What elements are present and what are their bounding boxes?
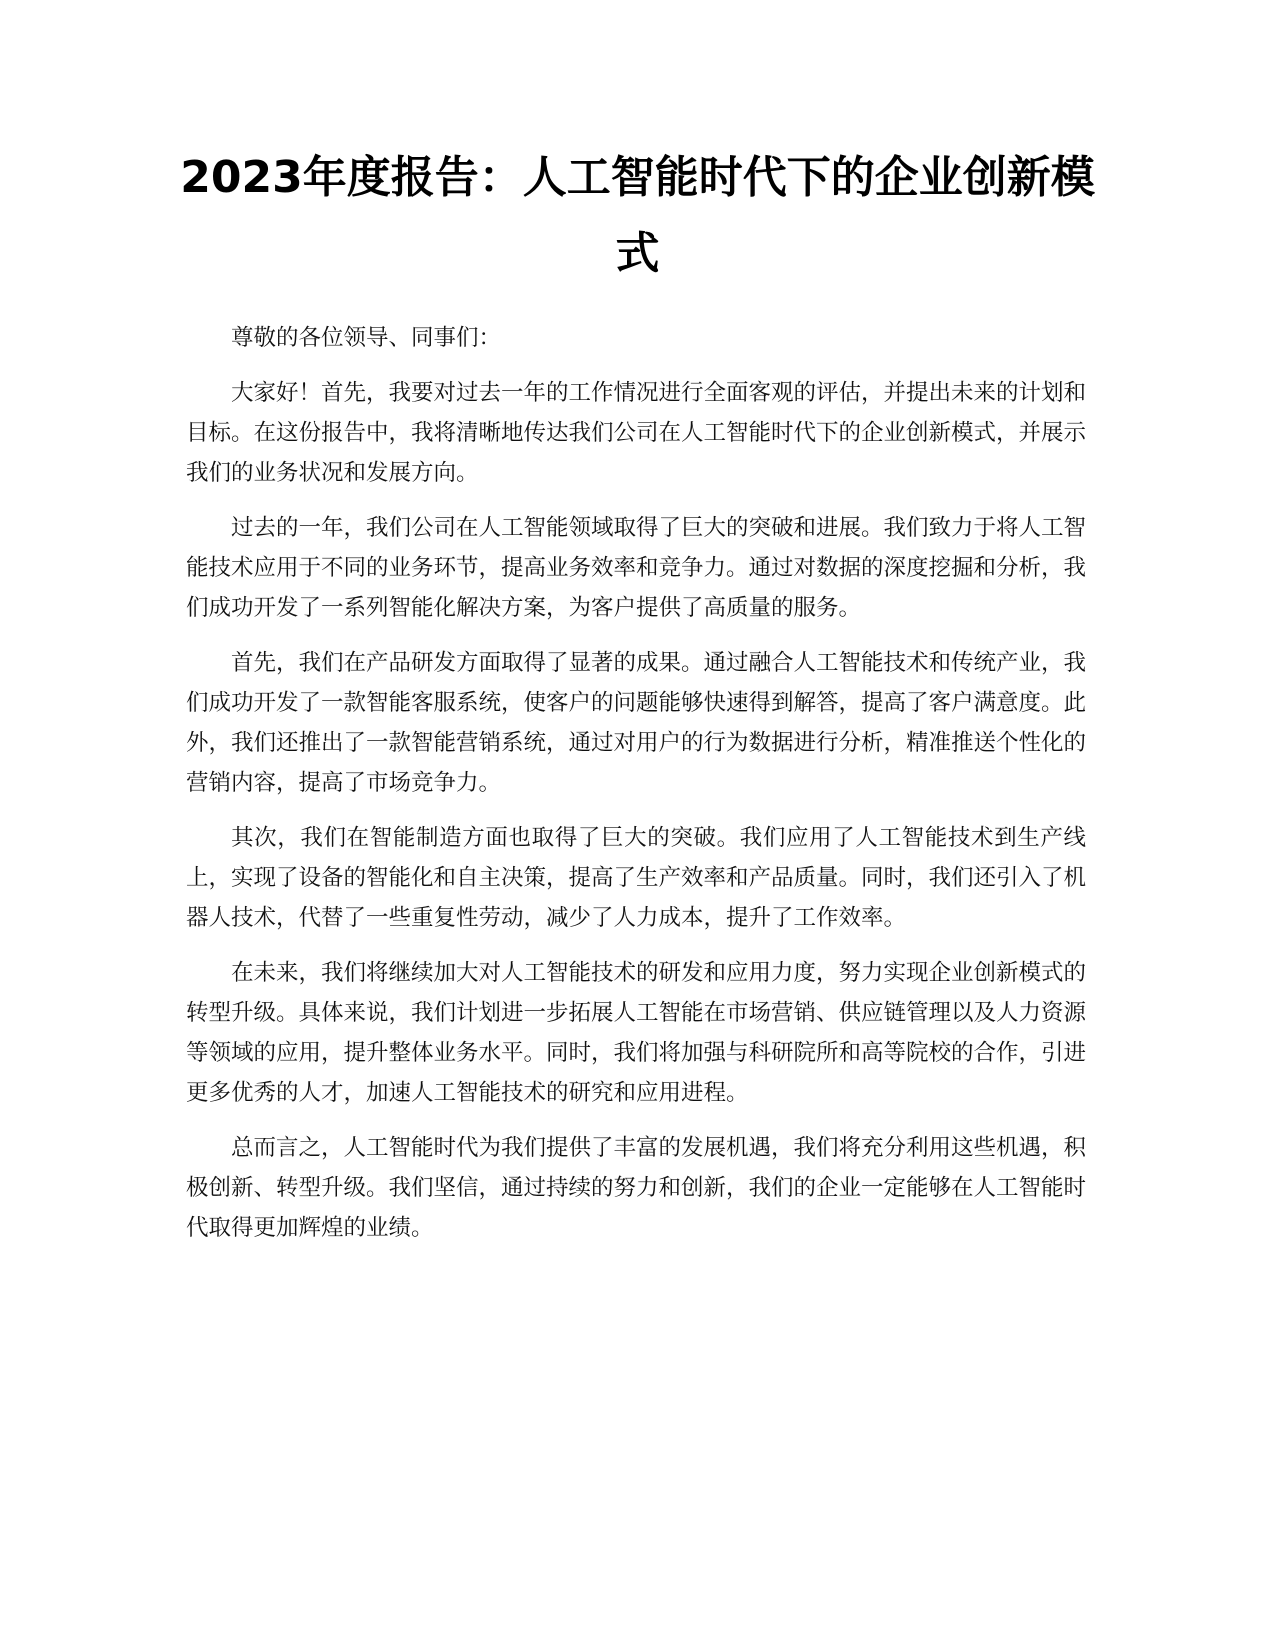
paragraph-product-rd: 首先，我们在产品研发方面取得了显著的成果。通过融合人工智能技术和传统产业，我们成功开发了一款智能客服系统，使客户的问题能够快速得到解答，提高了客户满意度。此外，我们还推出了一款智能营销系统，通过对用户的行为数据进行分析，精准推送个性化的营销内容，提高了市场竞争力。 — [186, 650, 1087, 796]
paragraph-intro: 大家好！首先，我要对过去一年的工作情况进行全面客观的评估，并提出未来的计划和目标。在这份报告中，我将清晰地传达我们公司在人工智能时代下的企业创新模式，并展示我们的业务状况和发展方向。 — [186, 380, 1087, 486]
paragraph-smart-manufacturing: 其次，我们在智能制造方面也取得了巨大的突破。我们应用了人工智能技术到生产线上，实现了设备的智能化和自主决策，提高了生产效率和产品质量。同时，我们还引入了机器人技术，代替了一些重复性劳动，减少了人力成本，提升了工作效率。 — [186, 825, 1087, 931]
document-title: 2023年度报告：人工智能时代下的企业创新模式 — [180, 152, 1095, 279]
document-body — [186, 318, 1086, 1263]
paragraph-future-plan: 在未来，我们将继续加大对人工智能技术的研发和应用力度，努力实现企业创新模式的转型升级。具体来说，我们计划进一步拓展人工智能在市场营销、供应链管理以及人力资源等领域的应用，提升整体业务水平。同时，我们将加强与科研院所和高等院校的合作，引进更多优秀的人才，加速人工智能技术的研究和应用进程。 — [186, 960, 1087, 1106]
salutation: 尊敬的各位领导、同事们： — [231, 325, 502, 351]
paragraph-past-year: 过去的一年，我们公司在人工智能领域取得了巨大的突破和进展。我们致力于将人工智能技术应用于不同的业务环节，提高业务效率和竞争力。通过对数据的深度挖掘和分析，我们成功开发了一系列智能化解决方案，为客户提供了高质量的服务。 — [186, 515, 1087, 621]
paragraph-conclusion: 总而言之，人工智能时代为我们提供了丰富的发展机遇，我们将充分利用这些机遇，积极创新、转型升级。我们坚信，通过持续的努力和创新，我们的企业一定能够在人工智能时代取得更加辉煌的业绩。 — [186, 1135, 1087, 1241]
